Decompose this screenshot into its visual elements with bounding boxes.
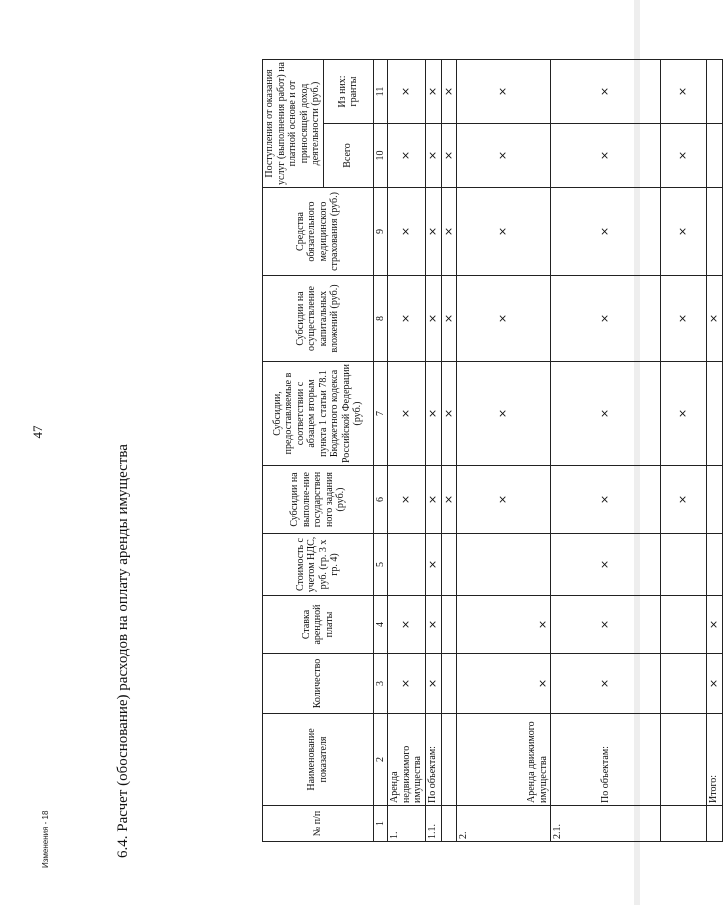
table-cell: × xyxy=(457,466,551,534)
header-quantity: Количество xyxy=(263,654,374,714)
table-row xyxy=(425,59,441,841)
table-cell: × xyxy=(661,59,707,123)
table-cell xyxy=(707,188,723,276)
table-cell xyxy=(707,59,723,123)
header-subsidy-78-1: Субсидии, предоставляемые в соответствии с абзацем вторым пункта 1 статьи 78.1 Бюджетного кодекса Российской Федерации (руб.) xyxy=(263,362,374,466)
row-num xyxy=(661,806,707,842)
table-cell: × xyxy=(551,59,661,123)
table-cell: × xyxy=(457,596,551,654)
table-cell: × xyxy=(457,188,551,276)
header-income-total: Всего xyxy=(323,124,373,188)
table-cell: × xyxy=(707,596,723,654)
row-name: Аренда недвижимого имущества xyxy=(388,714,426,806)
table-cell: × xyxy=(441,59,457,123)
table-cell xyxy=(661,596,707,654)
table-cell: × xyxy=(551,362,661,466)
section-title: 6.4. Расчет (обоснование) расходов на оплату аренды имущества xyxy=(115,444,131,858)
table-cell xyxy=(707,362,723,466)
table-row xyxy=(457,59,551,841)
table-cell: × xyxy=(441,276,457,362)
header-cost: Стоимость с учетом НДС, руб. (гр. 3 x гр. 4) xyxy=(263,534,374,596)
column-number: 8 xyxy=(373,276,388,362)
table-cell: × xyxy=(441,188,457,276)
table-cell: × xyxy=(661,276,707,362)
table-cell: × xyxy=(425,276,441,362)
row-name: По объектам: xyxy=(551,714,661,806)
table-cell: × xyxy=(551,188,661,276)
table-cell: × xyxy=(457,59,551,123)
table-cell: × xyxy=(425,362,441,466)
table-cell: × xyxy=(661,466,707,534)
table-cell: × xyxy=(441,466,457,534)
row-name: Итого: xyxy=(707,714,723,806)
footer-note: Изменения - 18 xyxy=(41,810,50,868)
table-cell: × xyxy=(388,654,426,714)
column-number: 10 xyxy=(373,124,388,188)
table-row xyxy=(441,59,457,841)
column-number: 4 xyxy=(373,596,388,654)
table-cell xyxy=(661,534,707,596)
row-num: 1.1. xyxy=(425,806,441,842)
table-cell: × xyxy=(661,124,707,188)
table-cell: × xyxy=(388,276,426,362)
table-row xyxy=(661,59,707,841)
table-cell: × xyxy=(425,188,441,276)
row-num xyxy=(441,806,457,842)
table-cell: × xyxy=(425,466,441,534)
table-cell: × xyxy=(707,654,723,714)
header-oms: Средства обязательного медицинского страхования (руб.) xyxy=(263,188,374,276)
table-cell: × xyxy=(441,362,457,466)
table-cell: × xyxy=(661,362,707,466)
column-number-row xyxy=(373,59,388,841)
table-cell: × xyxy=(425,596,441,654)
table-cell xyxy=(707,124,723,188)
table-cell: × xyxy=(388,466,426,534)
table-cell: × xyxy=(457,362,551,466)
table-cell: × xyxy=(457,654,551,714)
column-number: 1 xyxy=(373,806,388,842)
column-number: 6 xyxy=(373,466,388,534)
table-cell xyxy=(661,654,707,714)
column-number: 11 xyxy=(373,59,388,123)
table-cell: × xyxy=(425,59,441,123)
table-cell: × xyxy=(388,362,426,466)
table-cell: × xyxy=(441,124,457,188)
header-name: Наименование показателя xyxy=(263,714,374,806)
table-cell xyxy=(707,466,723,534)
table-cell: × xyxy=(425,124,441,188)
row-num: 2.1. xyxy=(551,806,661,842)
table-row xyxy=(388,59,426,841)
rent-expense-table-container xyxy=(262,60,721,842)
table-cell: × xyxy=(388,59,426,123)
table-cell: × xyxy=(388,124,426,188)
table-cell xyxy=(707,534,723,596)
column-number: 3 xyxy=(373,654,388,714)
table-cell xyxy=(457,534,551,596)
table-cell: × xyxy=(661,188,707,276)
row-name xyxy=(661,714,707,806)
row-num: 2. xyxy=(457,806,551,842)
column-number: 5 xyxy=(373,534,388,596)
table-cell: × xyxy=(551,534,661,596)
rent-expense-table xyxy=(262,59,723,842)
table-cell: × xyxy=(551,276,661,362)
table-cell xyxy=(441,596,457,654)
row-num xyxy=(707,806,723,842)
table-cell: × xyxy=(707,276,723,362)
row-name: По объектам: xyxy=(425,714,441,806)
table-cell: × xyxy=(425,534,441,596)
table-row xyxy=(551,59,661,841)
header-rate: Ставка арендной платы xyxy=(263,596,374,654)
row-num: 1. xyxy=(388,806,426,842)
row-name: Аренда движимого имущества xyxy=(457,714,551,806)
column-number: 2 xyxy=(373,714,388,806)
table-cell: × xyxy=(551,124,661,188)
column-number: 9 xyxy=(373,188,388,276)
table-cell: × xyxy=(551,596,661,654)
header-num: № п/п xyxy=(263,806,374,842)
row-name xyxy=(441,714,457,806)
table-cell: × xyxy=(388,596,426,654)
table-row-total xyxy=(707,59,723,841)
table-cell: × xyxy=(457,124,551,188)
header-income-grants: Из них: гранты xyxy=(323,59,373,123)
table-cell xyxy=(441,654,457,714)
table-cell: × xyxy=(425,654,441,714)
header-subsidy-capital: Субсидии на осуществление капитальных вложений (руб.) xyxy=(263,276,374,362)
table-cell: × xyxy=(457,276,551,362)
column-number: 7 xyxy=(373,362,388,466)
table-cell xyxy=(388,534,426,596)
page-number: 47 xyxy=(30,425,45,439)
header-subsidy-state-task: Субсидии на выполне-ние государствен ного задания (руб.) xyxy=(263,466,374,534)
table-cell: × xyxy=(388,188,426,276)
table-cell: × xyxy=(551,654,661,714)
header-income: Поступления от оказания услуг (выполнения работ) на платной основе и от приносящей доход деятельности (руб.) xyxy=(263,59,324,187)
table-cell: × xyxy=(551,466,661,534)
table-cell xyxy=(441,534,457,596)
